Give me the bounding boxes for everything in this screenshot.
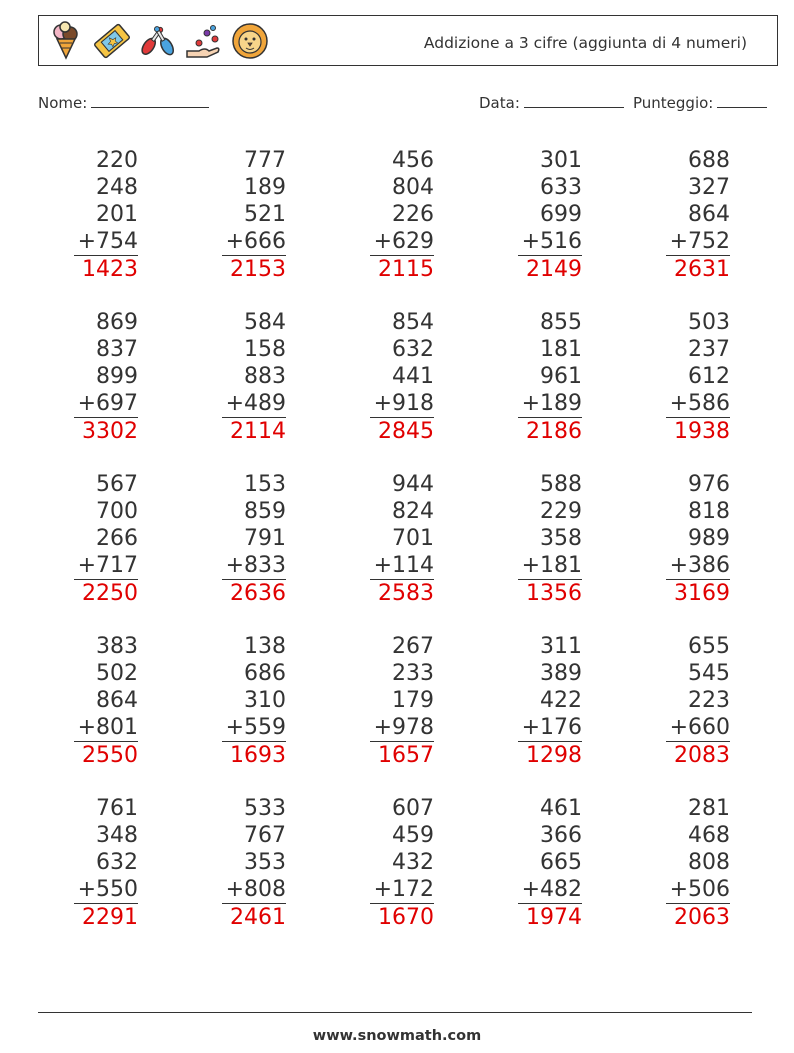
header-icons (47, 21, 269, 61)
addend: 459 (392, 823, 434, 848)
sum-answer: 2636 (222, 579, 286, 607)
addend-with-plus: +516 (521, 229, 582, 254)
addend: 229 (540, 499, 582, 524)
addition-problem (370, 471, 434, 607)
addend: 791 (244, 526, 286, 551)
addend: 521 (244, 202, 286, 227)
sum-answer: 2845 (370, 417, 434, 445)
addend: 632 (392, 337, 434, 362)
sum-answer: 2063 (666, 903, 730, 931)
addend: 655 (688, 634, 730, 659)
addend: 311 (540, 634, 582, 659)
addend: 767 (244, 823, 286, 848)
score-label: Punteggio: (633, 94, 714, 112)
addend: 181 (540, 337, 582, 362)
addend: 854 (392, 310, 434, 335)
addend: 220 (96, 148, 138, 173)
ticket-icon (93, 21, 131, 61)
addition-problem (222, 309, 286, 445)
addend-with-plus: +586 (669, 391, 730, 416)
addend: 976 (688, 472, 730, 497)
addend: 777 (244, 148, 286, 173)
addend: 179 (392, 688, 434, 713)
score-blank-line[interactable] (717, 93, 767, 108)
addition-problem (222, 147, 286, 283)
addend-with-plus: +114 (373, 553, 434, 578)
sum-answer: 2153 (222, 255, 286, 283)
worksheet-title: Addizione a 3 cifre (aggiunta di 4 numeri) (423, 34, 747, 52)
addend: 223 (688, 688, 730, 713)
addition-problem (666, 309, 730, 445)
addend: 632 (96, 850, 138, 875)
addition-problem (222, 633, 286, 769)
addend-with-plus: +808 (225, 877, 286, 902)
footer-site: www.snowmath.com (312, 1028, 482, 1044)
addend: 153 (244, 472, 286, 497)
addend: 468 (688, 823, 730, 848)
addend-with-plus: +550 (77, 877, 138, 902)
addition-problem (666, 147, 730, 283)
addition-problem (370, 147, 434, 283)
addend: 883 (244, 364, 286, 389)
addend: 700 (96, 499, 138, 524)
sum-answer: 1938 (666, 417, 730, 445)
sum-answer: 1657 (370, 741, 434, 769)
juggling-hand-icon (185, 21, 223, 61)
footer-divider (38, 1012, 752, 1013)
addition-problem (74, 309, 138, 445)
ice-cream-icon (47, 21, 85, 61)
sum-answer: 1693 (222, 741, 286, 769)
addend: 226 (392, 202, 434, 227)
name-field[interactable] (38, 93, 209, 112)
addition-problem (74, 633, 138, 769)
date-blank-line[interactable] (524, 93, 624, 108)
sum-answer: 2149 (518, 255, 582, 283)
addend: 432 (392, 850, 434, 875)
addend: 533 (244, 796, 286, 821)
addend: 588 (540, 472, 582, 497)
addition-problem (370, 309, 434, 445)
addend: 607 (392, 796, 434, 821)
addend: 859 (244, 499, 286, 524)
addend: 503 (688, 310, 730, 335)
addend-with-plus: +482 (521, 877, 582, 902)
name-blank-line[interactable] (91, 93, 209, 108)
addend: 855 (540, 310, 582, 335)
addend: 824 (392, 499, 434, 524)
addend-with-plus: +189 (521, 391, 582, 416)
addend: 944 (392, 472, 434, 497)
addition-problem (74, 147, 138, 283)
addend-with-plus: +918 (373, 391, 434, 416)
addend: 818 (688, 499, 730, 524)
addend-with-plus: +697 (77, 391, 138, 416)
sum-answer: 2115 (370, 255, 434, 283)
addend-with-plus: +978 (373, 715, 434, 740)
worksheet-header (38, 15, 778, 66)
addition-problem (666, 795, 730, 931)
addend-with-plus: +833 (225, 553, 286, 578)
addend: 808 (688, 850, 730, 875)
addend: 688 (688, 148, 730, 173)
sum-answer: 2114 (222, 417, 286, 445)
sum-answer: 2083 (666, 741, 730, 769)
addend: 189 (244, 175, 286, 200)
addend-with-plus: +176 (521, 715, 582, 740)
addend: 281 (688, 796, 730, 821)
name-label: Nome: (38, 94, 88, 112)
addend: 327 (688, 175, 730, 200)
addend: 158 (244, 337, 286, 362)
addend: 233 (392, 661, 434, 686)
addend-with-plus: +666 (225, 229, 286, 254)
addend: 864 (96, 688, 138, 713)
sum-answer: 2631 (666, 255, 730, 283)
addend: 201 (96, 202, 138, 227)
addend: 701 (392, 526, 434, 551)
addend-with-plus: +629 (373, 229, 434, 254)
addend: 358 (540, 526, 582, 551)
addend: 989 (688, 526, 730, 551)
sum-answer: 2250 (74, 579, 138, 607)
addend: 633 (540, 175, 582, 200)
addition-problem (518, 147, 582, 283)
addend: 567 (96, 472, 138, 497)
addend: 761 (96, 796, 138, 821)
addend: 237 (688, 337, 730, 362)
addend: 461 (540, 796, 582, 821)
addend: 584 (244, 310, 286, 335)
sum-answer: 3302 (74, 417, 138, 445)
sum-answer: 1298 (518, 741, 582, 769)
lion-icon (231, 21, 269, 61)
sum-answer: 1974 (518, 903, 582, 931)
addend: 804 (392, 175, 434, 200)
addend: 366 (540, 823, 582, 848)
sum-answer: 2550 (74, 741, 138, 769)
addend: 301 (540, 148, 582, 173)
addend-with-plus: +801 (77, 715, 138, 740)
addend: 441 (392, 364, 434, 389)
addition-problem (370, 795, 434, 931)
addend: 383 (96, 634, 138, 659)
addition-problem (518, 471, 582, 607)
addend: 869 (96, 310, 138, 335)
addend: 961 (540, 364, 582, 389)
sum-answer: 1356 (518, 579, 582, 607)
addition-problem (518, 309, 582, 445)
addend: 389 (540, 661, 582, 686)
addend: 545 (688, 661, 730, 686)
sum-answer: 2186 (518, 417, 582, 445)
addend-with-plus: +386 (669, 553, 730, 578)
addend: 248 (96, 175, 138, 200)
addition-problem (518, 795, 582, 931)
addend-with-plus: +752 (669, 229, 730, 254)
addend: 348 (96, 823, 138, 848)
addend: 699 (540, 202, 582, 227)
addend: 456 (392, 148, 434, 173)
addend: 310 (244, 688, 286, 713)
addend: 612 (688, 364, 730, 389)
addend-with-plus: +717 (77, 553, 138, 578)
addition-problem (74, 471, 138, 607)
juggling-pins-icon (139, 21, 177, 61)
score-field[interactable] (633, 93, 767, 112)
addend: 353 (244, 850, 286, 875)
sum-answer: 1423 (74, 255, 138, 283)
sum-answer: 2583 (370, 579, 434, 607)
sum-answer: 1670 (370, 903, 434, 931)
addition-problem (666, 471, 730, 607)
addition-problem (518, 633, 582, 769)
addend: 686 (244, 661, 286, 686)
addition-problem (74, 795, 138, 931)
addend: 266 (96, 526, 138, 551)
addend-with-plus: +559 (225, 715, 286, 740)
addend-with-plus: +172 (373, 877, 434, 902)
addend: 665 (540, 850, 582, 875)
addend: 864 (688, 202, 730, 227)
addition-problem (370, 633, 434, 769)
addend-with-plus: +660 (669, 715, 730, 740)
addend: 138 (244, 634, 286, 659)
addend: 267 (392, 634, 434, 659)
sum-answer: 3169 (666, 579, 730, 607)
addend-with-plus: +181 (521, 553, 582, 578)
sum-answer: 2291 (74, 903, 138, 931)
date-field[interactable] (479, 93, 624, 112)
addend-with-plus: +489 (225, 391, 286, 416)
addend: 502 (96, 661, 138, 686)
addition-problem (666, 633, 730, 769)
addend-with-plus: +754 (77, 229, 138, 254)
addend-with-plus: +506 (669, 877, 730, 902)
addend: 899 (96, 364, 138, 389)
addend: 422 (540, 688, 582, 713)
date-label: Data: (479, 94, 520, 112)
addend: 837 (96, 337, 138, 362)
addition-problem (222, 471, 286, 607)
addition-problem (222, 795, 286, 931)
sum-answer: 2461 (222, 903, 286, 931)
